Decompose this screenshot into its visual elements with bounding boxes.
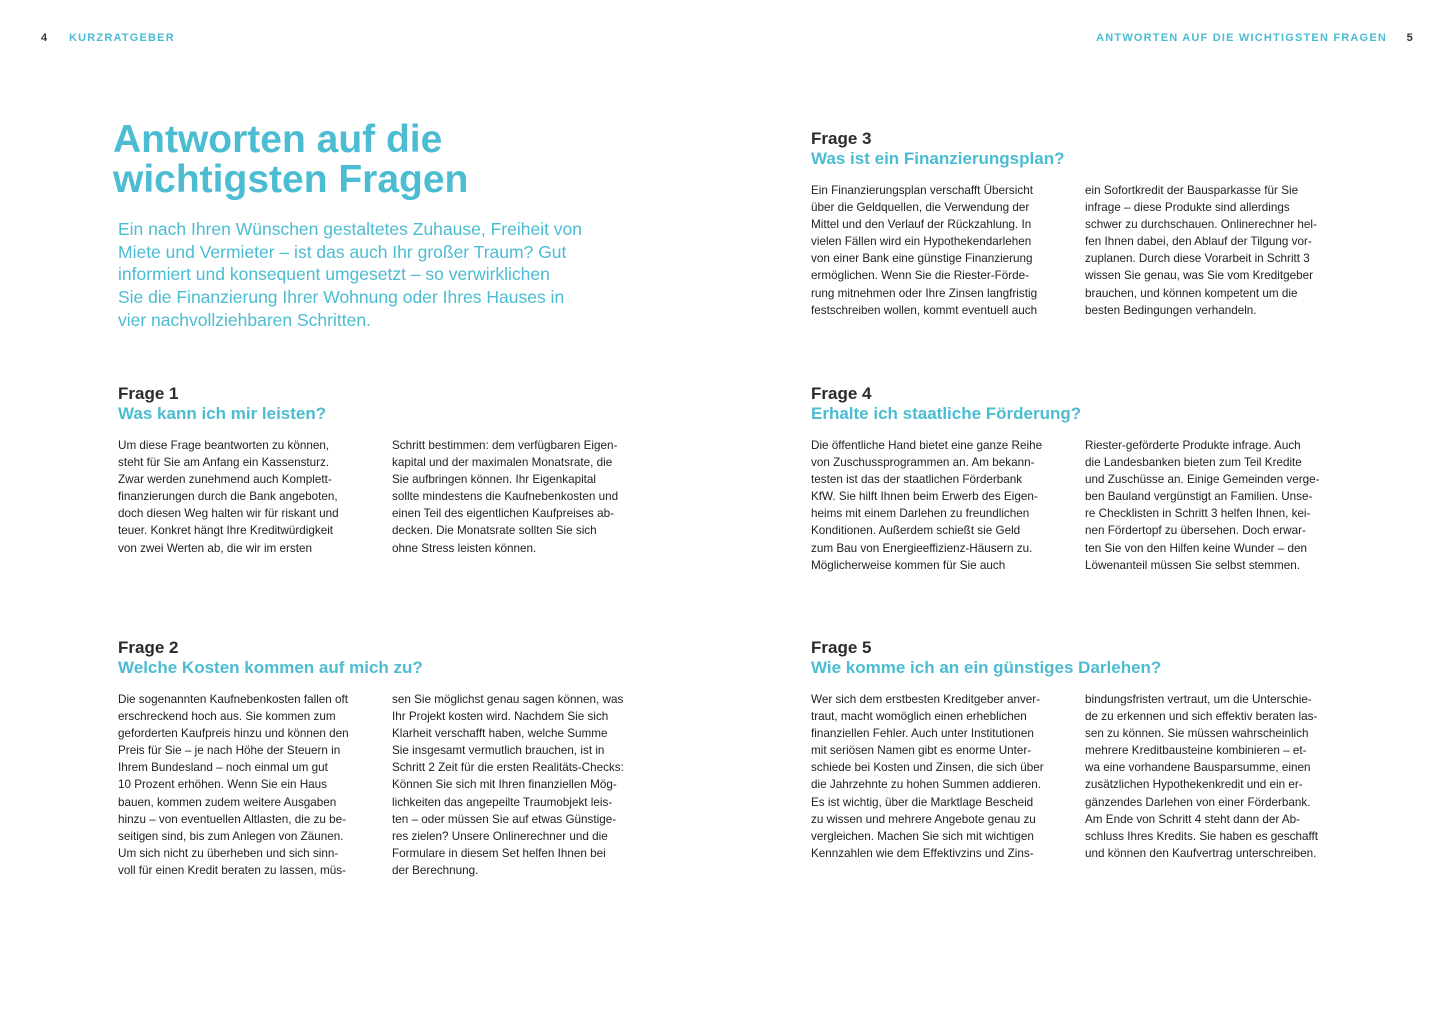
text-line: doch diesen Weg halten wir für riskant und <box>118 507 339 521</box>
text-line: Mittel und den Verlauf der Rückzahlung. In <box>811 218 1032 232</box>
question-heading: Welche Kosten kommen auf mich zu? <box>118 657 423 677</box>
text-line: geforderten Kaufpreis hinzu und können den <box>118 727 349 741</box>
text-line: Klarheit verschafft haben, welche Summe <box>392 727 608 741</box>
text-line: Die sogenannten Kaufnebenkosten fallen oft <box>118 693 349 706</box>
text-line: wa eine vorhandene Bausparsumme, einen <box>1085 761 1311 775</box>
question-heading: Was kann ich mir leisten? <box>118 403 327 423</box>
answer-column-1 <box>118 691 372 879</box>
left-running-title: KURZRATGEBER <box>69 32 175 44</box>
text-line: seitigen sind, bis zum Anlegen von Zäunen. <box>118 829 344 843</box>
text-line: vielen Fällen wird ein Hypothekendarlehen <box>811 235 1032 249</box>
text-line: bauen, kommen zudem weitere Ausgaben <box>118 795 337 809</box>
text-line: Am Ende von Schritt 4 steht dann der Ab- <box>1085 812 1301 826</box>
text-line: Möglicherweise kommen für Sie auch <box>811 558 1006 572</box>
text-line: mehrere Kreditbausteine kombinieren – et- <box>1085 744 1307 758</box>
text-line: Um diese Frage beantworten zu können, <box>118 439 330 452</box>
question-number: Frage 5 <box>811 638 872 657</box>
text-line: ermöglichen. Wenn Sie die Riester-Förde- <box>811 269 1030 283</box>
text-line: mit seriösen Namen gibt es enorme Unter- <box>811 744 1032 758</box>
text-line: Ihr Projekt kosten wird. Nachdem Sie sich <box>392 710 609 724</box>
text-line: decken. Die Monatsrate sollten Sie sich <box>392 524 597 538</box>
text-line: Formulare in diesem Set helfen Ihnen bei <box>392 846 606 860</box>
answer-columns <box>811 691 1343 862</box>
answer-column-2 <box>1085 691 1339 862</box>
text-line: de zu erkennen und sich effektiv beraten las- <box>1085 710 1318 724</box>
text-line: brauchen, und können kompetent um die <box>1085 286 1298 300</box>
text-line: ohne Stress leisten können. <box>392 541 537 555</box>
question-section-5 <box>811 638 1343 862</box>
question-heading: Was ist ein Finanzierungsplan? <box>811 148 1065 168</box>
question-number: Frage 2 <box>118 638 179 657</box>
text-line: die Landesbanken bieten zum Teil Kredite <box>1085 456 1302 470</box>
text-line: die Jahrzehnte zu hohen Summen addieren. <box>811 778 1042 792</box>
answer-column-1 <box>811 182 1065 319</box>
question-section-2 <box>118 638 650 879</box>
question-heading: Wie komme ich an ein günstiges Darlehen? <box>811 657 1162 677</box>
text-line: und Zuschüsse an. Einige Gemeinden verge- <box>1085 473 1320 487</box>
text-line: über die Geldquellen, die Verwendung der <box>811 201 1030 215</box>
question-section-3 <box>811 129 1343 319</box>
question-heading: Erhalte ich staatliche Förderung? <box>811 403 1082 423</box>
text-line: rung mitnehmen oder Ihre Zinsen langfristig <box>811 286 1038 300</box>
text-line: kapital und der maximalen Monatsrate, die <box>392 456 613 470</box>
text-line: und können den Kaufvertrag unterschreiben. <box>1085 846 1317 860</box>
intro-line: informiert und konsequent umgesetzt – so verwirklichen <box>118 264 550 285</box>
text-line: lichkeiten das angepeilte Traumobjekt leis- <box>392 795 613 809</box>
question-section-4 <box>811 384 1343 574</box>
text-line: Konditionen. Außerdem schießt sie Geld <box>811 524 1021 538</box>
text-line: zusätzlichen Hypothekenkredit und ein er- <box>1085 778 1303 792</box>
text-line: finanziellen Fehler. Auch unter Institutionen <box>811 727 1034 741</box>
text-line: zu wissen und mehrere Angebote genau zu <box>811 812 1036 826</box>
answer-columns <box>118 437 650 557</box>
text-line: festschreiben wollen, kommt eventuell auch <box>811 303 1038 317</box>
intro-line: Sie die Finanzierung Ihrer Wohnung oder Ihres Hauses in <box>118 287 565 308</box>
intro-line: Miete und Vermieter – ist das auch Ihr großer Traum? Gut <box>118 241 567 262</box>
text-line: finanzierungen durch die Bank angeboten, <box>118 490 338 504</box>
page-title-line-2: wichtigsten Fragen <box>113 158 469 201</box>
text-line: einen Teil des eigentlichen Kaufpreises ab- <box>392 507 614 521</box>
answer-column-1 <box>811 691 1065 862</box>
text-line: ein Sofortkredit der Bausparkasse für Sie <box>1085 184 1299 197</box>
page-title <box>113 120 673 200</box>
text-line: Es ist wichtig, über die Marktlage Bescheid <box>811 795 1034 809</box>
text-line: 10 Prozent erhöhen. Wenn Sie ein Haus <box>118 778 327 792</box>
text-line: teuer. Konkret hängt Ihre Kreditwürdigkeit <box>118 524 334 538</box>
question-section-1 <box>118 384 650 557</box>
text-line: zum Bau von Energieeffizienz-Häusern zu. <box>811 541 1033 555</box>
text-line: gänzendes Darlehen von einer Förderbank. <box>1085 795 1311 809</box>
text-line: von einer Bank eine günstige Finanzierung <box>811 252 1033 266</box>
text-line: traut, macht womöglich einen erheblichen <box>811 710 1027 724</box>
text-line: von Zuschussprogrammen an. Am bekann- <box>811 456 1035 470</box>
text-line: vergleichen. Machen Sie sich mit wichtigen <box>811 829 1034 843</box>
answer-columns <box>811 437 1343 574</box>
text-line: Schritt bestimmen: dem verfügbaren Eigen- <box>392 439 618 452</box>
text-line: fen Ihnen dabei, den Ablauf der Tilgung vor- <box>1085 235 1312 249</box>
text-line: schiede bei Kosten und Zinsen, die sich über <box>811 761 1044 775</box>
page-title-line-1: Antworten auf die <box>113 118 443 161</box>
question-number: Frage 4 <box>811 384 872 403</box>
text-line: re Checklisten in Schritt 3 helfen Ihnen, kei- <box>1085 507 1311 521</box>
text-line: testen ist das der staatlichen Förderbank <box>811 473 1023 487</box>
text-line: bindungsfristen vertraut, um die Unterschie- <box>1085 693 1312 706</box>
answer-column-1 <box>811 437 1065 574</box>
text-line: Sie insgesamt vermutlich brauchen, ist in <box>392 744 605 758</box>
text-line: Um sich nicht zu überheben und sich sinn- <box>118 846 339 860</box>
answer-column-2 <box>392 437 646 557</box>
text-line: Löwenanteil müssen Sie selbst stemmen. <box>1085 558 1301 572</box>
text-line: KfW. Sie hilft Ihnen beim Erwerb des Eigen- <box>811 490 1038 504</box>
answer-column-2 <box>1085 182 1339 319</box>
text-line: steht für Sie am Anfang ein Kassensturz. <box>118 456 330 470</box>
text-line: Können Sie sich mit Ihren finanziellen Mög- <box>392 778 617 792</box>
text-line: Preis für Sie – je nach Höhe der Steuern in <box>118 744 341 758</box>
text-line: heims mit einem Darlehen zu freundlichen <box>811 507 1030 521</box>
answer-columns <box>811 182 1343 319</box>
text-line: der Berechnung. <box>392 863 479 877</box>
answer-column-2 <box>1085 437 1339 574</box>
text-line: sen Sie möglichst genau sagen können, was <box>392 693 624 706</box>
text-line: voll für einen Kredit beraten zu lassen, müs- <box>118 863 347 877</box>
right-page-number: 5 <box>1406 32 1414 44</box>
text-line: Zwar werden zunehmend auch Komplett- <box>118 473 332 487</box>
text-line: infrage – diese Produkte sind allerdings <box>1085 201 1290 215</box>
text-line: erschreckend hoch aus. Sie kommen zum <box>118 710 336 724</box>
text-line: Die öffentliche Hand bietet eine ganze Reihe <box>811 439 1043 452</box>
text-line: ten – oder müssen Sie auf etwas Günstige- <box>392 812 617 826</box>
text-line: ben Bauland vergünstigt an Familien. Unse- <box>1085 490 1313 504</box>
intro-line: vier nachvollziehbaren Schritten. <box>118 309 371 330</box>
text-line: res zielen? Unsere Onlinerechner und die <box>392 829 608 843</box>
text-line: schluss Ihres Kredits. Sie haben es geschafft <box>1085 829 1319 843</box>
intro-paragraph <box>118 218 618 332</box>
text-line: Ein Finanzierungsplan verschafft Übersicht <box>811 184 1033 197</box>
text-line: sollte mindestens die Kaufnebenkosten und <box>392 490 619 504</box>
text-line: nen Fördertopf zu übersehen. Doch erwar- <box>1085 524 1306 538</box>
text-line: besten Bedingungen verhandeln. <box>1085 303 1257 317</box>
text-line: Riester-geförderte Produkte infrage. Auch <box>1085 439 1301 452</box>
answer-columns <box>118 691 650 879</box>
text-line: Ihrem Bundesland – noch einmal um gut <box>118 761 328 775</box>
text-line: Kennzahlen wie dem Effektivzins und Zins- <box>811 846 1034 860</box>
text-line: Sie aufbringen können. Ihr Eigenkapital <box>392 473 597 487</box>
question-number: Frage 1 <box>118 384 179 403</box>
answer-column-2 <box>392 691 646 879</box>
text-line: von zwei Werten ab, die wir im ersten <box>118 541 313 555</box>
text-line: Wer sich dem erstbesten Kreditgeber anver- <box>811 693 1041 706</box>
text-line: sen zu können. Sie müssen wahrscheinlich <box>1085 727 1309 741</box>
text-line: hinzu – von eventuellen Altlasten, die zu be- <box>118 812 347 826</box>
answer-column-1 <box>118 437 372 557</box>
right-running-title: ANTWORTEN AUF DIE WICHTIGSTEN FRAGEN <box>1096 32 1387 44</box>
left-page-number: 4 <box>41 32 49 44</box>
text-line: zuplanen. Durch diese Vorarbeit in Schritt 3 <box>1085 252 1310 266</box>
question-number: Frage 3 <box>811 129 872 148</box>
text-line: schwer zu durchschauen. Onlinerechner hel- <box>1085 218 1317 232</box>
text-line: Schritt 2 Zeit für die ersten Realitäts-Checks: <box>392 761 624 775</box>
text-line: wissen Sie genau, was Sie vom Kreditgeber <box>1085 269 1314 283</box>
text-line: ten Sie von den Hilfen keine Wunder – den <box>1085 541 1307 555</box>
intro-line: Ein nach Ihren Wünschen gestaltetes Zuhause, Freiheit von <box>118 219 583 239</box>
